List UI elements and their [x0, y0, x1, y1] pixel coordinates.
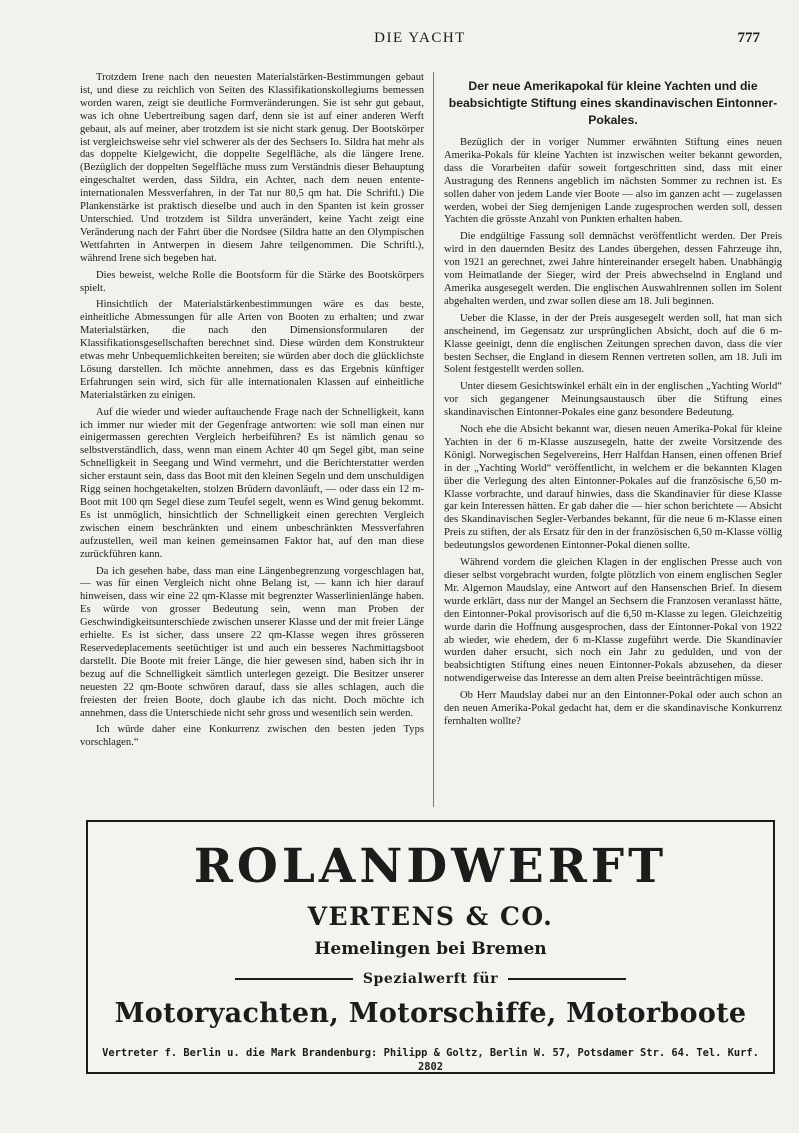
article-title: Der neue Amerikapokal für kleine Yachten und die beabsichtigte Stiftung eines skandinavischen Eintonner-Pokales. — [448, 79, 778, 127]
right-paragraph: Ob Herr Maudslay dabei nur an den Eintonner-Pokal oder auch schon an den neuen Amerika-Pokal gedacht hat, dem er die skandinavische Konkurrenz fernhalten wollte? — [444, 690, 782, 727]
ad-rule-left — [235, 978, 353, 980]
running-title: DIE YACHT — [374, 30, 466, 46]
left-paragraph: Dies beweist, welche Rolle die Bootsform für die Stärke des Bootskörpers spielt. — [80, 269, 424, 294]
right-paragraph: Ueber die Klasse, in der der Preis ausgesegelt werden soll, hat man sich anscheinend, im Gegensatz zur ursprünglichen Absicht, doch auf die 6 m-Klasse geeinigt, denn die englischen Zeitungen sprechen davon, dass die vier besten Sechser, die England in diesem Rennen vertreten sollen, am 18. Juli im Solent festgestellt werden sollen. — [444, 312, 782, 376]
left-column — [80, 72, 424, 807]
ad-products: Motoryachten, Motorschiffe, Motorboote — [114, 998, 747, 1029]
left-paragraph: Trotzdem Irene nach den neuesten Materialstärken-Bestimmungen gebaut ist, und diese zu reichlich von Seiten des Klassifikationskollegiums bemessen worden waren, zeigt sie deutliche Formveränderungen. Sie ist sehr gut gebaut, was ich ohne Uebertreibung sagen darf, denn sie ist auf einer anderen Werft gebaut, als auf meiner, aber trotzdem ist sie nicht stark genug. Der Bootskörper ist vergleichsweise sehr viel schwerer als der des Sechsers Io. Sildra hat mehr als das doppelte Kielgewicht, die doppelte Segelfläche, als die längere Irene. (Bezüglich der doppelten Segelfläche muss zum Verständnis dieser Behauptung eingeschaltet werden, dass Sildra, ein Achter, nach dem neuen entente-internationalen Messverfahren, in der Tat nur 80,5 qm hat. Die Schriftl.) Die Plankenstärke ist praktisch dieselbe und auch in den Spanten ist kein grosser Unterschied. Und trotzdem ist Sildra unverändert, keine Yacht zeigt eine Veränderung nach der Fahrt über die Nordsee (Sildra hatte an den Olympischen Wettfahrten in Antwerpen in diesem Jahre teilgenommen. Die Schriftl.), während Irene sich begeben hat. — [80, 72, 424, 264]
right-paragraph: Bezüglich der in voriger Nummer erwähnten Stiftung eines neuen Amerika-Pokals für kleine Yachten ist inzwischen weiter bekannt geworden, dass die Vorarbeiten dafür soweit fortgeschritten sind, dass mit einer Austragung des Rennens angeblich im nächsten Sommer zu rechnen ist. Es sollen daher von jedem Lande vier Boote — also im ganzen acht — zugelassen werden, wobei der Sieg demjenigen Lande zugesprochen werden soll, dessen Yachten die grösste Anzahl von Punkten erhalten haben. — [444, 137, 782, 226]
ad-company-owner: VERTENS & CO. — [307, 902, 554, 931]
left-paragraph: Auf die wieder und wieder auftauchende Frage nach der Schnelligkeit, kann ich immer nur wieder mit der Gegenfrage antworten: wie soll man einen nur einigermassen gerechten Vergleich herbeiführen? Es ist nämlich genau so selbstverständlich, dass, wenn man einem Achter 40 qm Segel gibt, man seine Schnelligkeit in Seegang und Wind vermehrt, und die Berichterstatter werden sicher erstaunt sein, dass das Boot mit den kleinen Segeln und dem unschuldigen Rigg seinen hochgetakelten, stolzen Brüdern davonläuft, — oder dass ein 12 m-Boot mit 100 qm Segel diese zum Teufel segelt, wenn es Wind genug bekommt. Es ist unmöglich, hinsichtlich der Schnelligkeit einen gerechten Vergleich zwischen einem beschränkten und einem unbeschränkten Messverfahren aufzustellen, weil man keinen gemeinsamen Faktor hat, auf den man diese zurückführen kann. — [80, 406, 424, 560]
left-paragraph: Hinsichtlich der Materialstärkenbestimmungen wäre es das beste, einheitliche Abmessungen für alle Arten von Booten zu erhalten; und zwar Materialstärken, die nach den Dimensionsformularen der Klassifikationsgesellschaften berechnet sind. Diese würden dem Konstrukteur etwas mehr Unbequemlichkeiten bereiten; sie würden aber doch die glücklichste Lösung darstellen. Ich möchte annehmen, dass es das Ergebnis künftiger Erfahrungen sein wird, sich für alle internationalen Klassen auf einheitliche Materialstärken zu einigen. — [80, 299, 424, 401]
right-paragraph: Während vordem die gleichen Klagen in der englischen Presse auch von dieser selbst vorgebracht wurden, folgte plötzlich von einem englischen Segler Mr. Algernon Maudslay, eine Antwort auf den Hansenschen Brief. In diesem wurde erklärt, dass nur der Mangel an Sechsern die Franzosen veranlasst hätte, den Eintonner-Pokal provisorisch auf die 6,50 m-Klasse zu legen. Gleichzeitig wurde darin die Hoffnung ausgesprochen, dass der Eintonner-Pokal von 1922 ab wieder, wie ehedem, der 6 m-Klasse zugeführt werde. Die Skandinavier wurden daher ersucht, sich noch ein Jahr zu gedulden, und von der beabsichtigten Stiftung eines neuen Eintonner-Pokals abzusehen, da dieser notwendigerweise das Interesse an dem alten Preise beeinträchtigen müsse. — [444, 557, 782, 685]
advertisement-box — [86, 820, 775, 1074]
ad-specialty: Spezialwerft für — [362, 971, 499, 987]
left-paragraph: Da ich gesehen habe, dass man eine Längenbegrenzung vorgeschlagen hat, — was für einen Vergleich nicht ohne Belang ist, — kann ich hier darauf hinweisen, dass wir eine 22 qm-Klasse mit begrenzter Wasserlinienlänge haben. Es würde von grosser Bedeutung sein, wenn man Proben der Geschwindigkeitsunterschiede zwischen unserer Klasse und der mit freier Länge erhielte. Es ist sicher, dass unsere 22 qm-Klasse wegen ihres grösseren Reservedeplacements seetüchtiger ist und auch ein besseres Nachmittagsboot darstellt. Die Boote mit freier Länge, die hier gewesen sind, haben sich ihr in bezug auf die Schnelligkeit sämtlich unterlegen gezeigt. Die Besitzer unserer neuesten 22 qm-Boote schwören darauf, dass sie alles schlagen, auch die freiesten der freien Boote, doch glaube ich das nicht. Doch möchte ich annehmen, dass die Unterschiede nicht sehr gross und wesentlich sein werden. — [80, 565, 424, 719]
right-paragraph: Unter diesem Gesichtswinkel erhält ein in der englischen „Yachting World“ vor sich gegangener Meinungsaustausch über die Stiftung eines skandinavischen Eintonner-Pokales eine ganz besondere Bedeutung. — [444, 381, 782, 419]
right-paragraph: Noch ehe die Absicht bekannt war, diesen neuen Amerika-Pokal für kleine Yachten in der 6 m-Klasse auszusegeln, hatte der zweite Vorsitzende des Königl. Norwegischen Segelvereins, Herr Halfdan Hansen, einen offenen Brief in der „Yachting World“ veröffentlicht, in welchem er die bekannten Klagen über die Verlegung des alten Eintonner-Pokales auf die französische 6,50 m-Klasse vorbrachte, und darauf hinwies, dass die Skandinavier für diese Klasse gar kein Interessen hätten. Er gab daher die — hier schon berichtete — Absicht des Skandinavischen Segler-Verbandes bekannt, für die neue 6 m-Klasse einen Preis zu stiften, der als Ersatz für den in der französischen 6,50 m-Klasse völlig bedeutungslos gewordenen Eintonner-Pokal dienen sollte. — [444, 424, 782, 552]
ad-company-name: ROLANDWERFT — [193, 839, 668, 894]
ad-agent-line: Vertreter f. Berlin u. die Mark Brandenburg: Philipp & Goltz, Berlin W. 57, Potsdamer Str. 64. Tel. Kurf. 2802 — [102, 1047, 759, 1073]
page-header — [80, 30, 760, 52]
ad-location: Hemelingen bei Bremen — [314, 939, 547, 959]
column-divider — [433, 72, 434, 807]
ad-specialty-row — [88, 970, 773, 988]
page-number: 777 — [737, 30, 760, 46]
left-paragraph: Ich würde daher eine Konkurrenz zwischen den besten jeden Typs vorschlagen.“ — [80, 724, 424, 749]
right-column — [444, 72, 782, 807]
ad-rule-right — [508, 978, 626, 980]
right-paragraph: Die endgültige Fassung soll demnächst veröffentlicht werden. Der Preis wird in den dauernden Besitz des Landes übergehen, dessen Fahrzeuge ihn, von 1921 an gerechnet, zwei Jahre hintereinander ersegelt haben. Unabhängig vom Heimatlande der Sieger, wird der Preis abwechselnd in England und Amerika ausgesegelt werden. Die englischen Auswahlrennen sollen im Solent abgehalten werden, und zwar sollen diese am 18. Juli beginnen. — [444, 231, 782, 307]
